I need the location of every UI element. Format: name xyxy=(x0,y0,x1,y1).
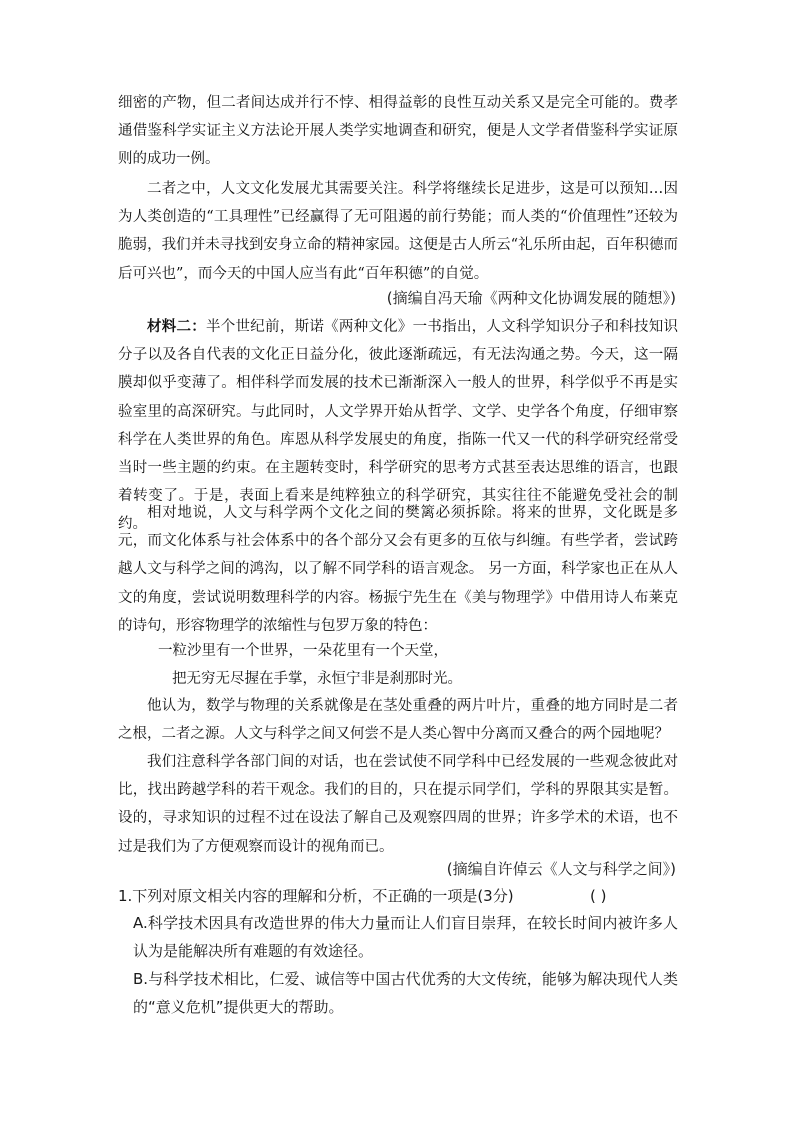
option-a: A.科学技术因具有改造世界的伟大力量而让人们盲目崇拜，在较长时间内被许多人认为是能解决所有难题的有效途径。 xyxy=(133,914,678,960)
source-citation-2: (摘编自许倬云《人文与科学之间》) xyxy=(446,860,676,878)
poem-line-2: 把无穷无尽握在手掌，永恒宁非是刹那时光。 xyxy=(172,671,462,687)
question-text: 1.下列对原文相关内容的理解和分析，不正确的一项是(3分) xyxy=(118,887,514,905)
material2-label: 材料二： xyxy=(147,318,207,335)
paragraph-1: 细密的产物，但二者间达成并行不悖、相得益彰的良性互动关系又是完全可能的。费孝通借鉴科学实证主义方法论开展人类学实地调查和研究，便是人文学者借鉴科学实证原则的成功一例。 xyxy=(118,95,678,168)
paragraph-3-text: 半个世纪前，斯诺《两种文化》一书指出，人文科学知识分子和科技知识分子以及各自代表的文化正日益分化，彼此逐渐疏远，有无法沟通之势。今天，这一隔膜却似乎变薄了。相伴科学而发展的技术已渐渐深入一般人的世界，科学似乎不再是实验室里的高深研究。与此同时，人文学界开始从哲学、文学、史学各个角度，仔细审察科学在人类世界的角色。库恩从科学发展史的角度，指陈一代又一代的科学研究经常受当时一些主题的约束。在主题转变时，科学研究的思考方式甚至表达思维的语言，也跟着转变了。于是，表面上看来是纯粹独立的科学研究，其实往往不能避免受社会的制约。 xyxy=(118,319,678,533)
option-b: B.与科学技术相比，仁爱、诚信等中国古代优秀的大文传统，能够为解决现代人类的“意义危机”提供更大的帮助。 xyxy=(133,970,678,1016)
source-citation-1: (摘编自冯天瑜《两种文化协调发展的随想》) xyxy=(386,289,676,307)
paragraph-5: 他认为，数学与物理的关系就像是在茎处重叠的两片叶片，重叠的地方同时是二者之根，二者之源。人文与科学之间又何尝不是人类心智中分离而又叠合的两个园地呢？ xyxy=(118,698,678,743)
paragraph-2: 二者之中，人文文化发展尤其需要关注。科学将继续长足进步，这是可以预知…因为人类创造的“工具理性”已经赢得了无可阻遏的前行势能；而人类的“价值理性”还较为脆弱，我们并未寻找到安身立命的精神家园。这便是古人所云“礼乐所由起，百年积德而后可兴也”，而今天的中国人应当有此“百年积德”的自觉。 xyxy=(118,181,678,282)
paragraph-4: 相对地说，人文与科学两个文化之间的樊篱必须拆除。将来的世界，文化既是多元，而文化体系与社会体系中的各个部分又会有更多的互依与纠缠。有些学者，尝试跨越人文与科学之间的鸿沟，以了解不同学科的语言观念。 另一方面，科学家也正在从人文的角度，尝试说明数理科学的内容。杨振宁先生在《美与物理学》中借用诗人布莱克的诗句，形容物理学的浓缩性与包罗万象的特色： xyxy=(118,505,678,634)
paragraph-6: 我们注意科学各部门间的对话，也在尝试使不同学科中已经发展的一些观念彼此对比，找出跨越学科的若干观念。我们的目的，只在提示同学们，学科的界限其实是暂。设的，寻求知识的过程不过在设法了解自己及观察四周的世界；许多学术的术语，也不过是我们为了方便观察而设计的视角而已。 xyxy=(118,754,678,855)
poem-line-1: 一粒沙里有一个世界，一朵花里有一个天堂， xyxy=(158,643,448,659)
answer-blank: ( ) xyxy=(590,887,607,905)
